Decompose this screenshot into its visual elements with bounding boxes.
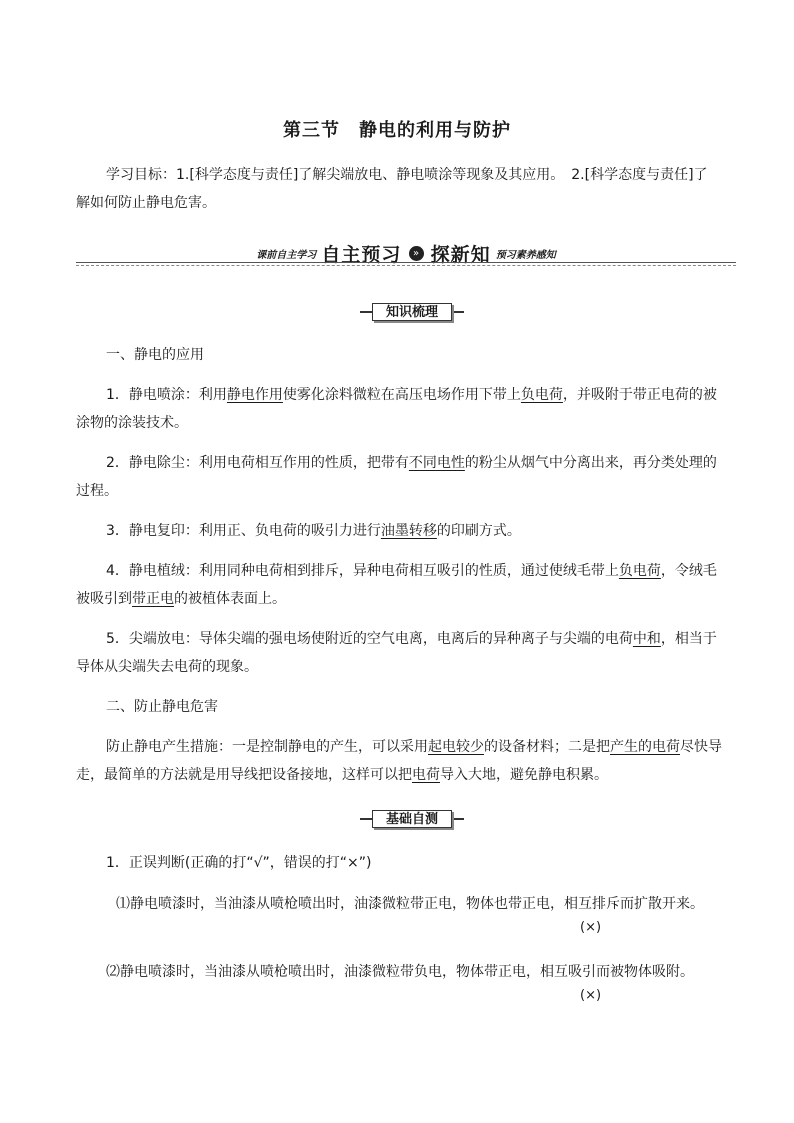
question-1a: ⑴静电喷漆时，当油漆从喷枪喷出时，油漆微粒带正电，物体也带正电，相互排斥而扩散开来。 — [116, 896, 704, 912]
section-heading-1: 一、静电的应用 — [106, 347, 204, 363]
item-2-line2: 过程。 — [76, 483, 118, 499]
tag-self-test — [360, 810, 464, 828]
item-4-line2: 被吸引到带正电的被植体表面上。 — [76, 591, 286, 607]
item-3-line1: 3．静电复印：利用正、负电荷的吸引力进行油墨转移的印刷方式。 — [106, 523, 521, 539]
question-1a-answer: (×) — [580, 920, 602, 935]
tag-self-test-label: 基础自测 — [385, 812, 438, 827]
item-5-line1: 5．尖端放电：导体尖端的强电场使附近的空气电离，电离后的异种离子与尖端的电荷中和，相当于 — [106, 631, 717, 647]
arrow-icon: » — [409, 246, 424, 261]
banner-main-2: 探新知 — [430, 244, 491, 266]
banner-left-text: 课前自主学习 — [256, 250, 317, 261]
question-1b: ⑵静电喷漆时，当油漆从喷枪喷出时，油漆微粒带负电，物体带正电，相互吸引而被物体吸附。 — [106, 964, 694, 980]
item-5-line2: 导体从尖端失去电荷的现象。 — [76, 659, 258, 675]
banner-main-1: 自主预习 — [321, 244, 402, 266]
tag-knowledge-label: 知识梳理 — [385, 305, 438, 320]
item-1-line1: 1．静电喷涂：利用静电作用使雾化涂料微粒在高压电场作用下带上负电荷，并吸附于带正电荷的被 — [106, 387, 717, 403]
item-4-line1: 4．静电植绒：利用同种电荷相到排斥，异种电荷相互吸引的性质，通过使绒毛带上负电荷，令绒毛 — [106, 563, 717, 579]
page-title: 第三节 静电的利用与防护 — [283, 120, 511, 141]
item-2-line1: 2．静电除尘：利用电荷相互作用的性质，把带有不同电性的粉尘从烟气中分离出来，再分类处理的 — [106, 455, 717, 471]
prevent-line2: 走，最简单的方法就是用导线把设备接地，这样可以把电荷导入大地，避免静电积累。 — [76, 767, 608, 783]
banner-rule — [76, 262, 736, 263]
item-1-line2: 涂物的涂装技术。 — [76, 415, 188, 431]
banner-right-text: 预习素养感知 — [495, 250, 556, 261]
learning-goals-line2: 解如何防止静电危害。 — [76, 195, 216, 211]
prevent-line1: 防止静电产生措施：一是控制静电的产生，可以采用起电较少的设备材料；二是把产生的电荷尽快导 — [106, 739, 722, 755]
question-1b-answer: (×) — [580, 988, 602, 1003]
section-banner — [76, 238, 736, 268]
tag-knowledge — [360, 303, 464, 321]
section-heading-2: 二、防止静电危害 — [106, 699, 218, 715]
question-1: 1．正误判断(正确的打“√”，错误的打“×”) — [106, 855, 372, 871]
learning-goals-line1: 学习目标：1.[科学态度与责任]了解尖端放电、静电喷涂等现象及其应用。 2.[科学态度与责任]了 — [106, 167, 708, 183]
banner-rule-dashed — [76, 265, 736, 266]
